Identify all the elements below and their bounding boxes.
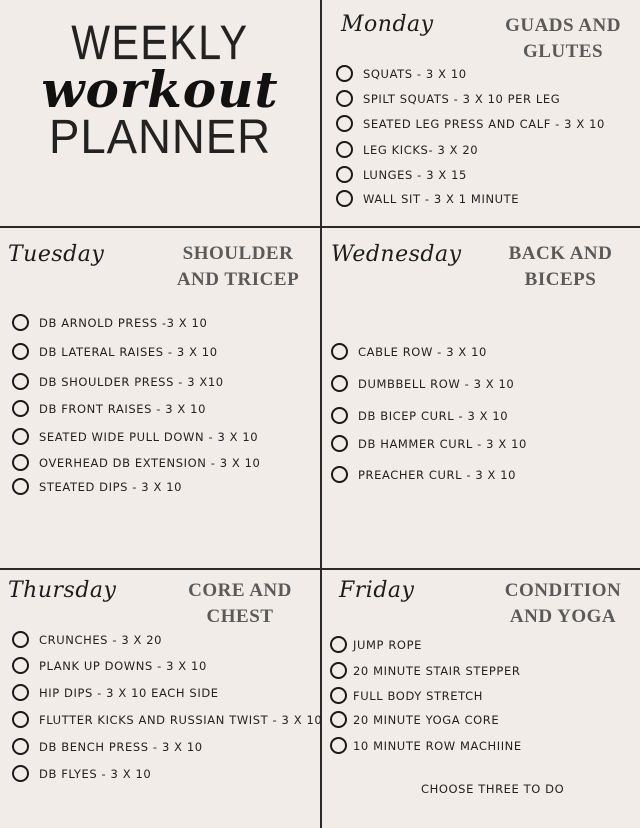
checkbox-circle[interactable] [12,765,29,782]
checkbox-circle[interactable] [336,141,353,158]
exercise-label: JUMP ROPE [353,637,422,652]
exercise-label: FLUTTER KICKS AND RUSSIAN TWIST - 3 X 10 [39,712,323,727]
focus-heading [493,578,633,630]
exercise-label: HIP DIPS - 3 X 10 EACH SIDE [39,685,219,700]
title-weekly: WEEKLY [71,17,249,70]
exercise-label: PLANK UP DOWNS - 3 X 10 [39,658,207,673]
checkbox-circle[interactable] [12,478,29,495]
exercise-label: DUMBBELL ROW - 3 X 10 [358,376,515,391]
checkbox-circle[interactable] [12,631,29,648]
exercise-item[interactable] [12,738,203,755]
exercise-label: DB BICEP CURL - 3 X 10 [358,408,509,423]
thursday-section [0,570,323,828]
checkbox-circle[interactable] [336,166,353,183]
focus-line-1: GUADS AND [505,15,621,36]
exercise-label: DB ARNOLD PRESS -3 X 10 [39,315,208,330]
exercise-label: LEG KICKS- 3 X 20 [363,142,479,157]
exercise-item[interactable] [330,687,483,704]
monday-section [321,0,640,226]
exercise-item[interactable] [330,711,499,728]
planner-title [40,17,280,164]
checkbox-circle[interactable] [336,190,353,207]
exercise-item[interactable] [336,115,605,132]
exercise-item[interactable] [12,765,151,782]
focus-heading [493,241,628,293]
focus-heading [496,13,630,65]
exercise-label: SEATED LEG PRESS AND CALF - 3 X 10 [363,116,605,131]
day-title: Wednesday [331,242,462,267]
checkbox-circle[interactable] [330,636,347,653]
exercise-item[interactable] [336,190,519,207]
focus-line-2: GLUTES [522,41,604,62]
checkbox-circle[interactable] [12,684,29,701]
title-workout: workout [41,60,279,119]
exercise-item[interactable] [12,711,322,728]
focus-heading [170,578,310,630]
exercise-item[interactable] [336,166,467,183]
exercise-item[interactable] [12,373,224,390]
exercise-item[interactable] [331,375,514,392]
checkbox-circle[interactable] [12,400,29,417]
checkbox-circle[interactable] [330,711,347,728]
exercise-item[interactable] [12,428,258,445]
focus-line-1: CONDITION [504,580,622,601]
exercise-item[interactable] [331,466,516,483]
focus-line-2: CHEST [206,606,274,627]
checkbox-circle[interactable] [331,435,348,452]
checkbox-circle[interactable] [336,90,353,107]
exercise-item[interactable] [331,343,487,360]
title-planner: PLANNER [48,111,272,164]
exercise-item[interactable] [12,314,207,331]
exercise-label: STEATED DIPS - 3 X 10 [39,479,183,494]
tuesday-section [0,228,320,568]
exercise-label: CABLE ROW - 3 X 10 [358,344,487,359]
exercise-label: FULL BODY STRETCH [353,688,483,703]
day-title: Tuesday [8,242,105,267]
exercise-label: SPILT SQUATS - 3 X 10 PER LEG [363,91,561,106]
wednesday-section [321,228,640,568]
checkbox-circle[interactable] [12,314,29,331]
exercise-label: PREACHER CURL - 3 X 10 [358,467,517,482]
checkbox-circle[interactable] [336,115,353,132]
exercise-item[interactable] [331,435,527,452]
checkbox-circle[interactable] [12,738,29,755]
exercise-item[interactable] [12,657,207,674]
checkbox-circle[interactable] [12,657,29,674]
day-title: Friday [339,578,415,603]
focus-heading [168,241,308,293]
exercise-label: DB SHOULDER PRESS - 3 X10 [39,374,224,389]
choose-note: CHOOSE THREE TO DO [421,782,565,796]
exercise-label: DB BENCH PRESS - 3 X 10 [39,739,203,754]
exercise-item[interactable] [12,478,182,495]
exercise-label: SEATED WIDE PULL DOWN - 3 X 10 [39,429,259,444]
friday-section [321,570,640,828]
focus-line-1: BACK AND [508,243,613,264]
checkbox-circle[interactable] [331,466,348,483]
exercise-item[interactable] [336,141,478,158]
exercise-item[interactable] [330,737,522,754]
checkbox-circle[interactable] [330,737,347,754]
exercise-label: CRUNCHES - 3 X 20 [39,632,163,647]
exercise-label: 10 MINUTE ROW MACHIINE [353,738,522,753]
exercise-item[interactable] [330,662,520,679]
exercise-label: WALL SIT - 3 X 1 MINUTE [363,191,520,206]
exercise-item[interactable] [12,684,219,701]
exercise-label: SQUATS - 3 X 10 [363,66,467,81]
focus-line-2: AND TRICEP [176,269,300,290]
day-title: Monday [341,12,434,37]
checkbox-circle[interactable] [336,65,353,82]
exercise-item[interactable] [12,631,162,648]
focus-line-2: BICEPS [524,269,597,290]
exercise-label: DB FRONT RAISES - 3 X 10 [39,401,206,416]
exercise-item[interactable] [12,454,260,471]
exercise-label: 20 MINUTE YOGA CORE [353,712,500,727]
checkbox-circle[interactable] [331,343,348,360]
focus-line-1: SHOULDER [182,243,294,264]
exercise-label: 20 MINUTE STAIR STEPPER [353,663,521,678]
exercise-label: LUNGES - 3 X 15 [363,167,467,182]
exercise-item[interactable] [12,400,206,417]
checkbox-circle[interactable] [330,687,347,704]
checkbox-circle[interactable] [12,428,29,445]
exercise-label: DB LATERAL RAISES - 3 X 10 [39,344,218,359]
checkbox-circle[interactable] [330,662,347,679]
exercise-item[interactable] [331,407,508,424]
exercise-item[interactable] [330,636,422,653]
checkbox-circle[interactable] [12,343,29,360]
focus-line-2: AND YOGA [509,606,617,627]
exercise-label: DB HAMMER CURL - 3 X 10 [358,436,527,451]
exercise-item[interactable] [336,90,560,107]
checkbox-circle[interactable] [12,454,29,471]
exercise-item[interactable] [336,65,467,82]
checkbox-circle[interactable] [331,375,348,392]
checkbox-circle[interactable] [331,407,348,424]
focus-line-1: CORE AND [188,580,292,601]
exercise-label: OVERHEAD DB EXTENSION - 3 X 10 [39,455,261,470]
exercise-label: DB FLYES - 3 X 10 [39,766,152,781]
exercise-item[interactable] [12,343,218,360]
day-title: Thursday [8,578,117,603]
checkbox-circle[interactable] [12,373,29,390]
checkbox-circle[interactable] [12,711,29,728]
